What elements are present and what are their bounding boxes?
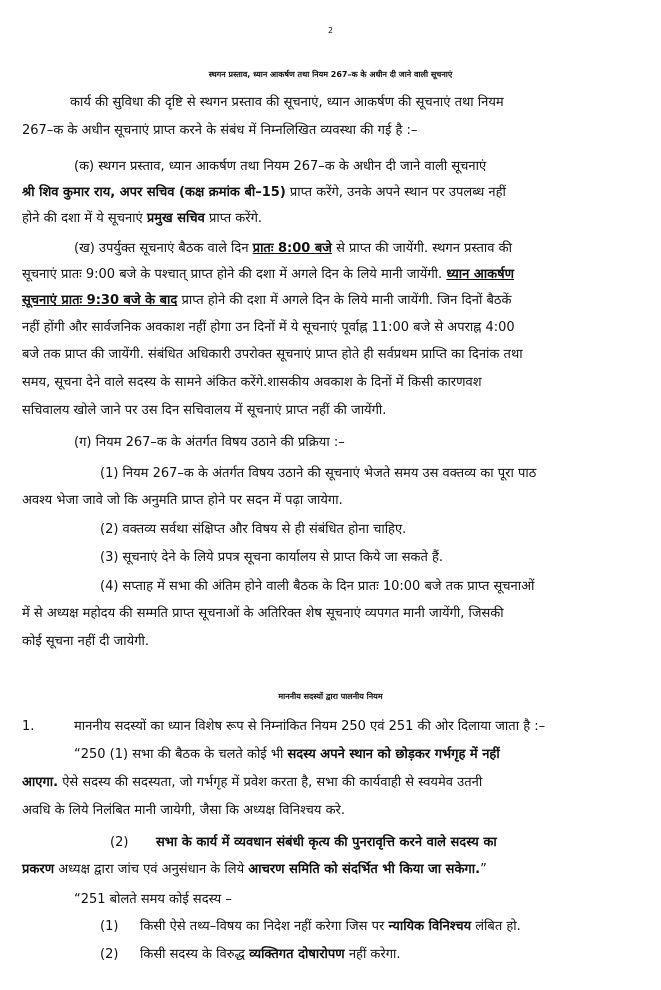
clause-kha-line-2 [22,266,514,284]
para-1-text: माननीय सदस्यों का ध्यान विशेष रूप से निम्नांकित नियम 250 एवं 251 की ओर दिलाया जाता है :– [74,719,546,734]
ga-item-1-line-2: अवश्य भेजा जावे जो कि अनुमति प्राप्त होने पर सदन में पढ़ा जायेगा. [22,493,343,508]
text-span: लंबित हो. [471,919,521,934]
ga-item-4-line-3: कोई सूचना नहीं दी जायेगी. [22,634,150,649]
attention-notice-label: ध्यान आकर्षण [446,267,515,282]
text-span: ऐसे सदस्य की सदस्यता, जो गर्भगृह में प्रवेश करता है, सभा की कार्यवाही से स्वयमेव उतनी [58,775,483,790]
bold-phrase: सदस्य अपने स्थान को छोड़कर गर्भगृह में नहीं [287,747,500,762]
text-span: सूचनाएं प्रातः 9:00 बजे के पश्चात् प्राप्त होने की दशा में अगले दिन के लिये मानी जायेंगी. [22,267,447,282]
time-930am: सूचनाएं प्रातः 9:30 बजे के बाद [22,293,178,308]
text-span: अध्यक्ष द्वारा जांच एवं अनुसंधान के लिये [54,862,249,877]
section-title-notices: स्थगन प्रस्ताव, ध्यान आकर्षण तथा नियम 267–क के अधीन दी जाने वाली सूचनाएं [208,70,453,79]
text-span: किसी सदस्य के विरुद्ध [140,947,250,962]
clause-kha-line-3 [22,292,511,310]
bold-phrase: आचरण समिति को संदर्भित भी किया जा सकेगा. [248,862,481,877]
clause-ga-heading: (ग) नियम 267–क के अंतर्गत विषय उठाने की प्रक्रिया :– [74,435,345,450]
page-number: 2 [327,26,334,35]
ga-item-3: (3) सूचनाएं देने के लिये प्रपत्र सूचना कार्यालय से प्राप्त किये जा सकते हैं. [100,550,444,565]
clause-kha-line-1 [74,240,512,258]
time-8am: प्रातः 8:00 बजे [252,241,332,256]
text-span: प्राप्त होने की दशा में अगले दिन के लिये मानी जायेंगी. जिन दिनों बैठकें [177,293,512,308]
rule-251-1-number: (1) [100,919,119,934]
ga-item-4-line-2: में से अध्यक्ष महोदय की सम्मति प्राप्त सूचनाओं के अतिरिक्त शेष सूचनाएं व्यपगत मानी जायेंगी, जिसकी [22,606,504,621]
text-span: किसी ऐसे तथ्य–विषय का निदेश नहीं करेगा जिस पर [140,919,389,934]
text-span: नहीं करेगा. [344,947,401,962]
bold-phrase: प्रकरण [22,862,55,877]
clause-ka-line-3 [22,210,262,228]
officer-name: श्री शिव कुमार राय, अपर सचिव (कक्ष क्रमांक बी–15) [22,185,286,200]
rule-250-2-line-2 [22,861,487,879]
rule-250-line-2 [22,774,482,792]
clause-kha-line-7: सचिवालय खोले जाने पर उस दिन सचिवालय में सूचनाएं प्राप्त नहीं की जायेंगी. [22,403,387,418]
clause-ka-line-2 [22,184,506,202]
ga-item-2: (2) वक्तव्य सर्वथा संक्षिप्त और विषय से ही संबंधित होना चाहिए. [100,522,407,537]
bold-phrase: न्यायिक विनिश्चय [388,919,472,934]
rule-251-2-text [140,946,401,964]
rule-251-heading: “251 बोलते समय कोई सदस्य – [74,892,232,907]
text-span: से प्राप्त की जायेंगी. स्थगन प्रस्ताव की [331,241,513,256]
para-1-number: 1. [22,719,35,734]
rule-250-line-1 [74,746,500,764]
intro-line-2: 267–क के अधीन सूचनाएं प्राप्त करने के संबंध में निम्नलिखित व्यवस्था की गई है :– [22,123,418,138]
text-span: प्राप्त करेंगे, उनके अपने स्थान पर उपलब्ध नहीं [285,185,506,200]
clause-kha-line-5: बजे तक प्राप्त की जायेंगी. संबंधित अधिकारी उपरोक्त सूचनाएं प्राप्त होते ही सर्वप्रथम प्राप्ति का दिनांक तथा [22,347,523,362]
text-span: “250 (1) सभा की बैठक के चलते कोई भी [74,747,288,762]
bold-phrase: आएगा. [22,775,59,790]
rule-250-2-line-1: सभा के कार्य में व्यवधान संबंधी कृत्य की पुनरावृत्ति करने वाले सदस्य का [156,835,497,850]
principal-secretary: प्रमुख सचिव [146,211,205,226]
rule-251-1-text [140,918,521,936]
bold-phrase: व्यक्तिगत दोषारोपण [249,947,345,962]
ga-item-1-line-1: (1) नियम 267–क के अंतर्गत विषय उठाने की सूचनाएं भेजते समय उस वक्तव्य का पूरा पाठ [100,466,537,481]
rule-250-2-number: (2) [110,835,129,850]
clause-kha-line-4: नहीं होंगी और सार्वजनिक अवकाश नहीं होगा उन दिनों में ये सूचनाएं पूर्वाह्न 11:00 बजे से अपराह्न 4:00 [22,320,515,335]
intro-line-1: कार्य की सुविधा की दृष्टि से स्थगन प्रस्ताव की सूचनाएं, ध्यान आकर्षण की सूचनाएं तथा नियम [70,95,504,110]
ga-item-4-line-1: (4) सप्ताह में सभा की अंतिम होने वाली बैठक के दिन प्रातः 10:00 बजे तक प्राप्त सूचनाओं [100,579,535,594]
text-span: (ख) उपर्युक्त सूचनाएं बैठक वाले दिन [74,241,253,256]
clause-kha-line-6: समय, सूचना देने वाले सदस्य के सामने अंकित करेंगे.शासकीय अवकाश के दिनों में किसी कारणवश [22,375,482,390]
section-title-rules: माननीय सदस्यों द्वारा पालनीय नियम [278,692,383,701]
clause-ka-line-1: (क) स्थगन प्रस्ताव, ध्यान आकर्षण तथा नियम 267–क के अधीन दी जाने वाली सूचनाएं [74,159,487,174]
text-span: होने की दशा में ये सूचनाएं [22,211,147,226]
text-span: प्राप्त करेंगे. [204,211,263,226]
rule-251-2-number: (2) [100,947,119,962]
rule-250-line-3: अवधि के लिये निलंबित मानी जायेगी, जैसा कि अध्यक्ष विनिश्चय करे. [22,803,346,818]
text-span: ” [480,862,487,877]
